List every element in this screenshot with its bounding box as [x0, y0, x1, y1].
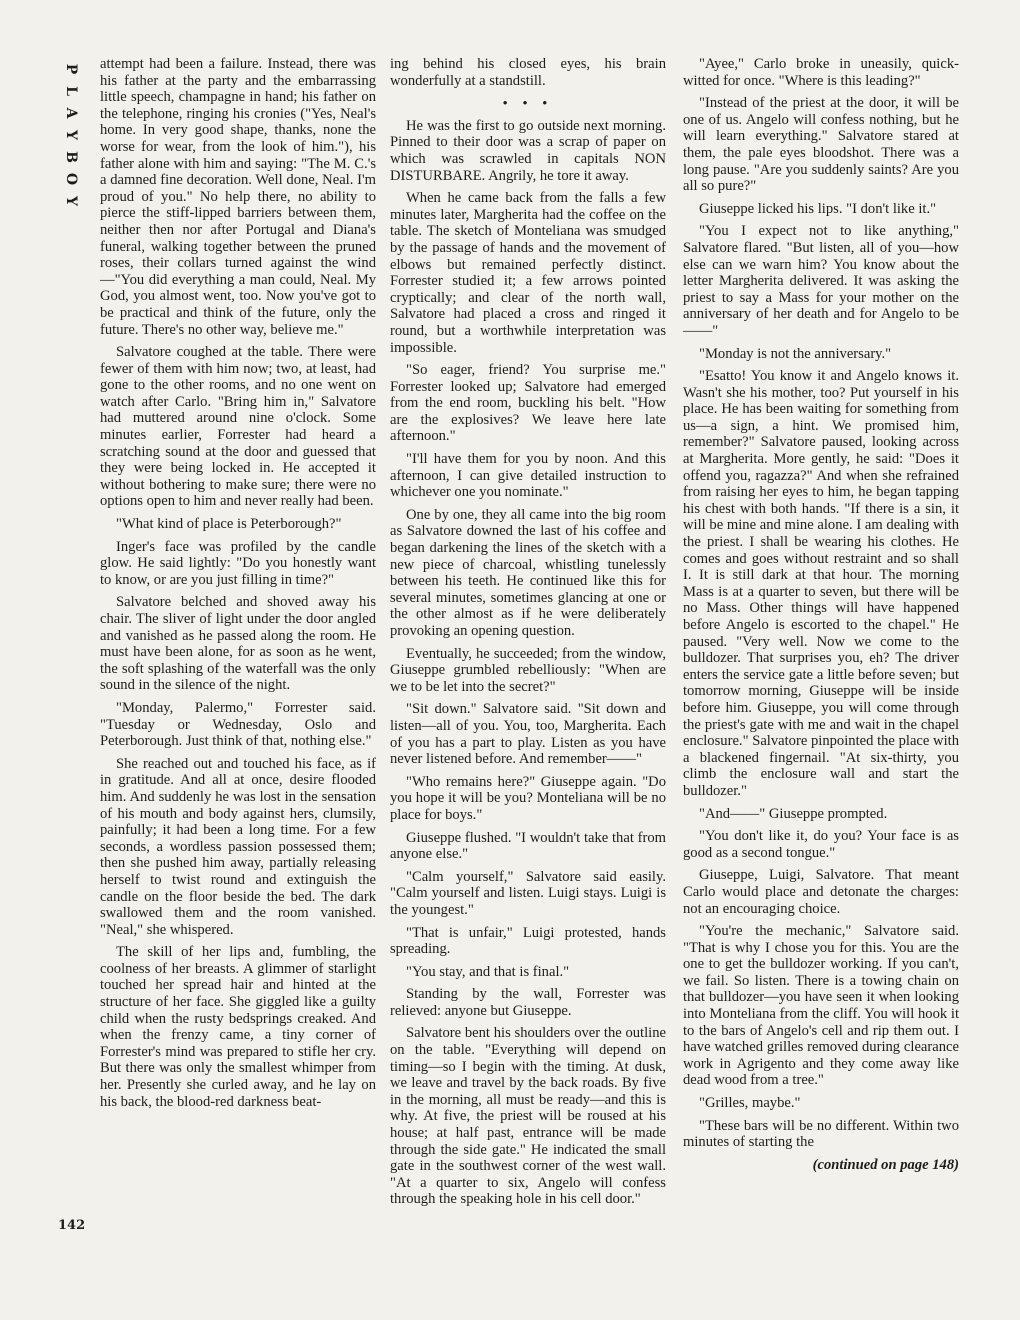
- paragraph: attempt had been a failure. Instead, there was his father at the party and the embarrassing little speech, champagne in hand; his father on the telephone, ringing his cronies ("Yes, Neal's home. In very good shape, thanks, none the worse for wear, from the look of him."), his father alone with him and saying: "The M. C.'s a damned fine decoration. Well done, Neal. I'm proud of you." No help there, no ability to pierce the stiff-lipped barriers between them, neither then nor after Portugal and Diana's funeral, walking together between the pruned roses, their collars turned against the wind—"You did everything a man could, Neal. My God, you almost went, too. Now you've got to be practical and think of the future, only the future. There's no other way, believe me.": [100, 56, 376, 338]
- paragraph: The skill of her lips and, fumbling, the coolness of her breasts. A glimmer of starlight touched her spread hair and hinted at the structure of her face. She giggled like a guilty child when the rusty bedsprings creaked. And when the frenzy came, a tiny corner of Forrester's mind was prepared to stifle her cry. But there was only the smallest whimper from her. Presently she curled away, and he lay on his back, the blood-red darkness beat-: [100, 944, 376, 1110]
- masthead-letter: B: [63, 151, 79, 163]
- paragraph: "What kind of place is Peterborough?": [116, 516, 342, 533]
- paragraph: "You I expect not to like anything," Salvatore flared. "But listen, all of you—how else can we warn him? You know about the letter Margherita delivered. It was asking the priest to say a Mass for your mother on the anniversary of her death and for Angelo to be——": [683, 223, 959, 339]
- paragraph: "You stay, and that is final.": [406, 963, 570, 980]
- section-separator: • • •: [502, 95, 554, 111]
- paragraph: "So eager, friend? You surprise me." Forrester looked up; Salvatore had emerged from the end room, buckling his belt. "How are the explosives? We leave here late afternoon.": [390, 362, 666, 445]
- masthead-letter: Y: [63, 130, 79, 140]
- masthead-letter: A: [63, 107, 79, 119]
- paragraph: "Sit down." Salvatore said. "Sit down and listen—all of you. You, too, Margherita. Each of you has a part to play. Listen as you have never listened before. And remember——": [390, 701, 666, 768]
- paragraph: Salvatore belched and shoved away his chair. The sliver of light under the door angled and vanished as he passed along the room. He must have been alone, for as soon as he went, the soft splashing of the waterfall was the only sound in the silence of the night.: [100, 594, 376, 694]
- paragraph: Eventually, he succeeded; from the window, Giuseppe grumbled rebelliously: "When are we to be let into the secret?": [390, 645, 666, 695]
- paragraph: "Monday, Palermo," Forrester said. "Tuesday or Wednesday, Oslo and Peterborough. Just think of that, nothing else.": [100, 699, 376, 750]
- masthead-letter: L: [63, 86, 79, 96]
- paragraph: "That is unfair," Luigi protested, hands spreading.: [390, 924, 666, 958]
- masthead-letter: O: [63, 172, 79, 186]
- paragraph: Giuseppe flushed. "I wouldn't take that from anyone else.": [390, 829, 666, 863]
- paragraph: "Instead of the priest at the door, it will be one of us. Angelo will confess nothing, but he will learn everything." Salvatore stared at them, the pale eyes bloodshot. There was a long pause. "Are you suddenly saints? Are you all so pure?": [683, 95, 959, 195]
- column-1: [100, 56, 376, 1116]
- paragraph: Giuseppe, Luigi, Salvatore. That meant Carlo would place and detonate the charges: not an encouraging choice.: [683, 867, 959, 917]
- paragraph: One by one, they all came into the big room as Salvatore downed the last of his coffee and began darkening the lines of the sketch with a new piece of charcoal, whistling tunelessly between his teeth. He continued like this for several minutes, sometimes glancing at one or the other almost as if he were deliberately provoking an opening question.: [390, 506, 666, 639]
- masthead-letter: Y: [63, 196, 79, 206]
- paragraph: "I'll have them for you by noon. And this afternoon, I can give detailed instruction to whichever one you nominate.": [390, 451, 666, 501]
- page-number: 142: [58, 1218, 86, 1233]
- masthead: [60, 58, 82, 212]
- paragraph: "Esatto! You know it and Angelo knows it. Wasn't she his mother, too? Put yourself in his place. He has been waiting for something from us—a sign, a hint. We promised him, remember?" Salvatore paused, looking across at Margherita. More gently, he said: "Does it offend you, ragazza?" And when she refrained from raising her eyes to him, he began tapping his chest with both hands. "If there is a sin, it will be mine and mine alone. I am dealing with the priest. I shall be wearing his clothes. He comes and goes without restraint and so shall I. It is still dark at that hour. The morning Mass is at a quarter to seven, but there will be no Mass. Other things will have happened before Angelo is escorted to the chapel." He paused. "Very well. Now we come to the bulldozer. That surprises you, eh? The driver enters the service gate a little before seven; but tomorrow morning, Giuseppe will be inside before him. Giuseppe, you will come through the priest's gate with me and wait in the chapel enclosure." Salvatore pinpointed the place with a blackened fingernail. "At six-thirty, you climb the enclosure wall and start the bulldozer.": [683, 368, 959, 799]
- paragraph: Salvatore bent his shoulders over the outline on the table. "Everything will depend on timing—so I begin with the timing. At dusk, we leave and travel by the back roads. By five in the morning, all must be ready—and this is why. At five, the priest will be roused at his house; at half past, entrance will be made through the side gate." He indicated the small gate in the southwest corner of the west wall. "At a quarter to six, Angelo will confess through the speaking hole in his cell door.": [390, 1025, 666, 1208]
- paragraph: ing behind his closed eyes, his brain wonderfully at a standstill.: [390, 56, 666, 89]
- paragraph: "Ayee," Carlo broke in uneasily, quick-witted for once. "Where is this leading?": [683, 56, 959, 89]
- paragraph: "You don't like it, do you? Your face is as good as a second tongue.": [683, 828, 959, 861]
- paragraph: "You're the mechanic," Salvatore said. "That is why I chose you for this. You are the one to get the bulldozer working. If you can't, we fail. So listen. There is a towing chain on that bulldozer—you have seen it when looking into Monteliana from the cliff. You will hook it to the bars of Angelo's cell and rip them out. I have watched grilles removed during clearance work in Agrigento and they come away like dead wood from a tree.": [683, 923, 959, 1089]
- paragraph: "These bars will be no different. Within two minutes of starting the: [683, 1117, 959, 1151]
- column-2: [390, 56, 666, 1214]
- paragraph: Giuseppe licked his lips. "I don't like it.": [699, 200, 937, 217]
- paragraph: "Grilles, maybe.": [699, 1095, 801, 1112]
- paragraph: She reached out and touched his face, as if in gratitude. And all at once, desire flooded him. And suddenly he was lost in the sensation of his mouth and body against hers, clumsily, painfully; it had been a long time. For a few seconds, a wordless passion possessed them; then she pushed him away, partially releasing herself to twist round and extinguish the candle on the floor beside the bed. The dark swallowed them and the room vanished. "Neal," she whispered.: [100, 755, 376, 938]
- paragraph: Standing by the wall, Forrester was relieved: anyone but Giuseppe.: [390, 986, 666, 1019]
- paragraph: When he came back from the falls a few minutes later, Margherita had the coffee on the table. The sketch of Monteliana was smudged by the passage of hands and the movement of elbows but remained perfectly distinct. Forrester studied it; a few arrows pointed cryptically; and clear of the north wall, Salvatore had placed a cross and ringed it round, but a worthwhile interpretation was impossible.: [390, 190, 666, 356]
- paragraph: He was the first to go outside next morning. Pinned to their door was a scrap of paper on which was scrawled in capitals NON DISTURBARE. Angrily, he tore it away.: [390, 117, 666, 184]
- column-3: [683, 56, 959, 1173]
- continued-note: (continued on page 148): [812, 1156, 959, 1173]
- paragraph: "Who remains here?" Giuseppe again. "Do you hope it will be you? Monteliana will be no place for boys.": [390, 773, 666, 823]
- paragraph: "And——" Giuseppe prompted.: [699, 805, 888, 822]
- paragraph: "Monday is not the anniversary.": [699, 345, 892, 362]
- masthead-letter: P: [63, 63, 79, 75]
- paragraph: Inger's face was profiled by the candle glow. He said lightly: "Do you honestly want to know, or are you just filling in time?": [100, 538, 376, 588]
- paragraph: Salvatore coughed at the table. There were fewer of them with him now; two, at least, had gone to the other rooms, and no one went on watch after Carlo. "Bring him in," Salvatore had muttered around nine o'clock. Some minutes earlier, Forrester had heard a scratching sound at the door and guessed that they were being locked in. He accepted it without bothering to make sure; there were no options open to him and never really had been.: [100, 344, 376, 510]
- paragraph: "Calm yourself," Salvatore said easily. "Calm yourself and listen. Luigi stays. Luigi is the youngest.": [390, 868, 666, 918]
